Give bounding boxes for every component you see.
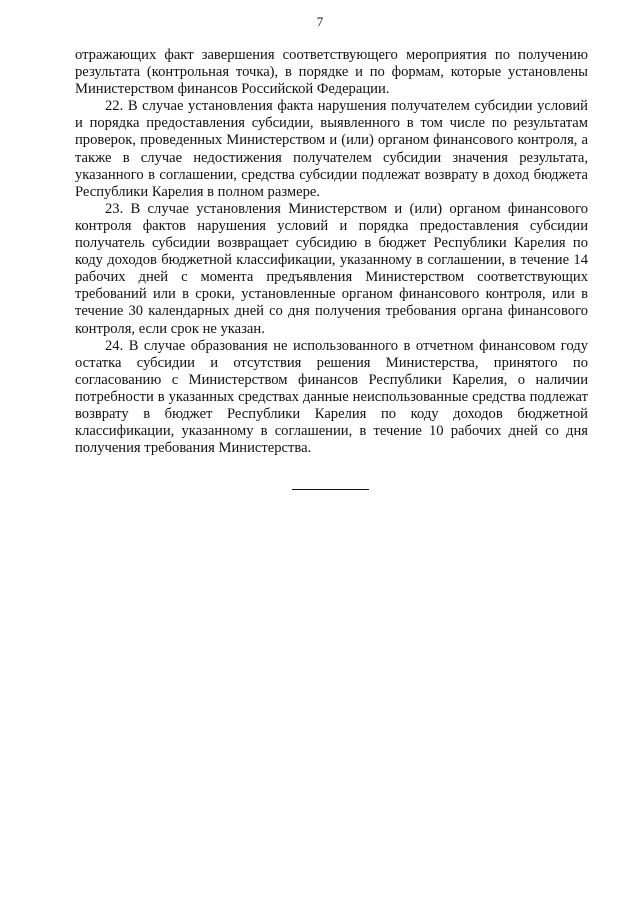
paragraph-clause-23: 23. В случае установления Министерством и (или) органом финансового контроля фактов нарушения условий и порядка предоставления субсидии получатель субсидии возвращает субсидию в бюджет Республики Карелия по коду доходов бюджетной классификации, указанному в соглашении, в течение 14 рабочих дней с момента предъявления Министерством соответствующих требований или в сроки, установленные органом финансового контроля, или в течение 30 календарных дней со дня получения требования органа финансового контроля, если срок не указан. [75, 200, 588, 337]
page-number: 7 [316, 14, 324, 29]
paragraph-clause-24: 24. В случае образования не использованного в отчетном финансовом году остатка субсидии и отсутствия решения Министерства, принятого по согласованию с Министерством финансов Республики Карелия, о наличии потребности в указанных средствах данные неиспользованные средства подлежат возврату в бюджет Республики Карелия по коду доходов бюджетной классификации, указанному в соглашении, в течение 10 рабочих дней со дня получения требования Министерства. [75, 337, 588, 457]
paragraph-continuation: отражающих факт завершения соответствующего мероприятия по получению результата (контрольная точка), в порядке и по формам, которые установлены Министерством финансов Российской Федерации. [75, 47, 588, 98]
end-of-document-rule [292, 489, 369, 490]
document-body [75, 47, 588, 457]
paragraph-clause-22: 22. В случае установления факта нарушения получателем субсидии условий и порядка предоставления субсидии, выявленного в том числе по результатам проверок, проведенных Министерством и (или) органом финансового контроля, а также в случае недостижения получателем субсидии значения результата, указанного в соглашении, средства субсидии подлежат возврату в доход бюджета Республики Карелия в полном размере. [75, 98, 588, 200]
